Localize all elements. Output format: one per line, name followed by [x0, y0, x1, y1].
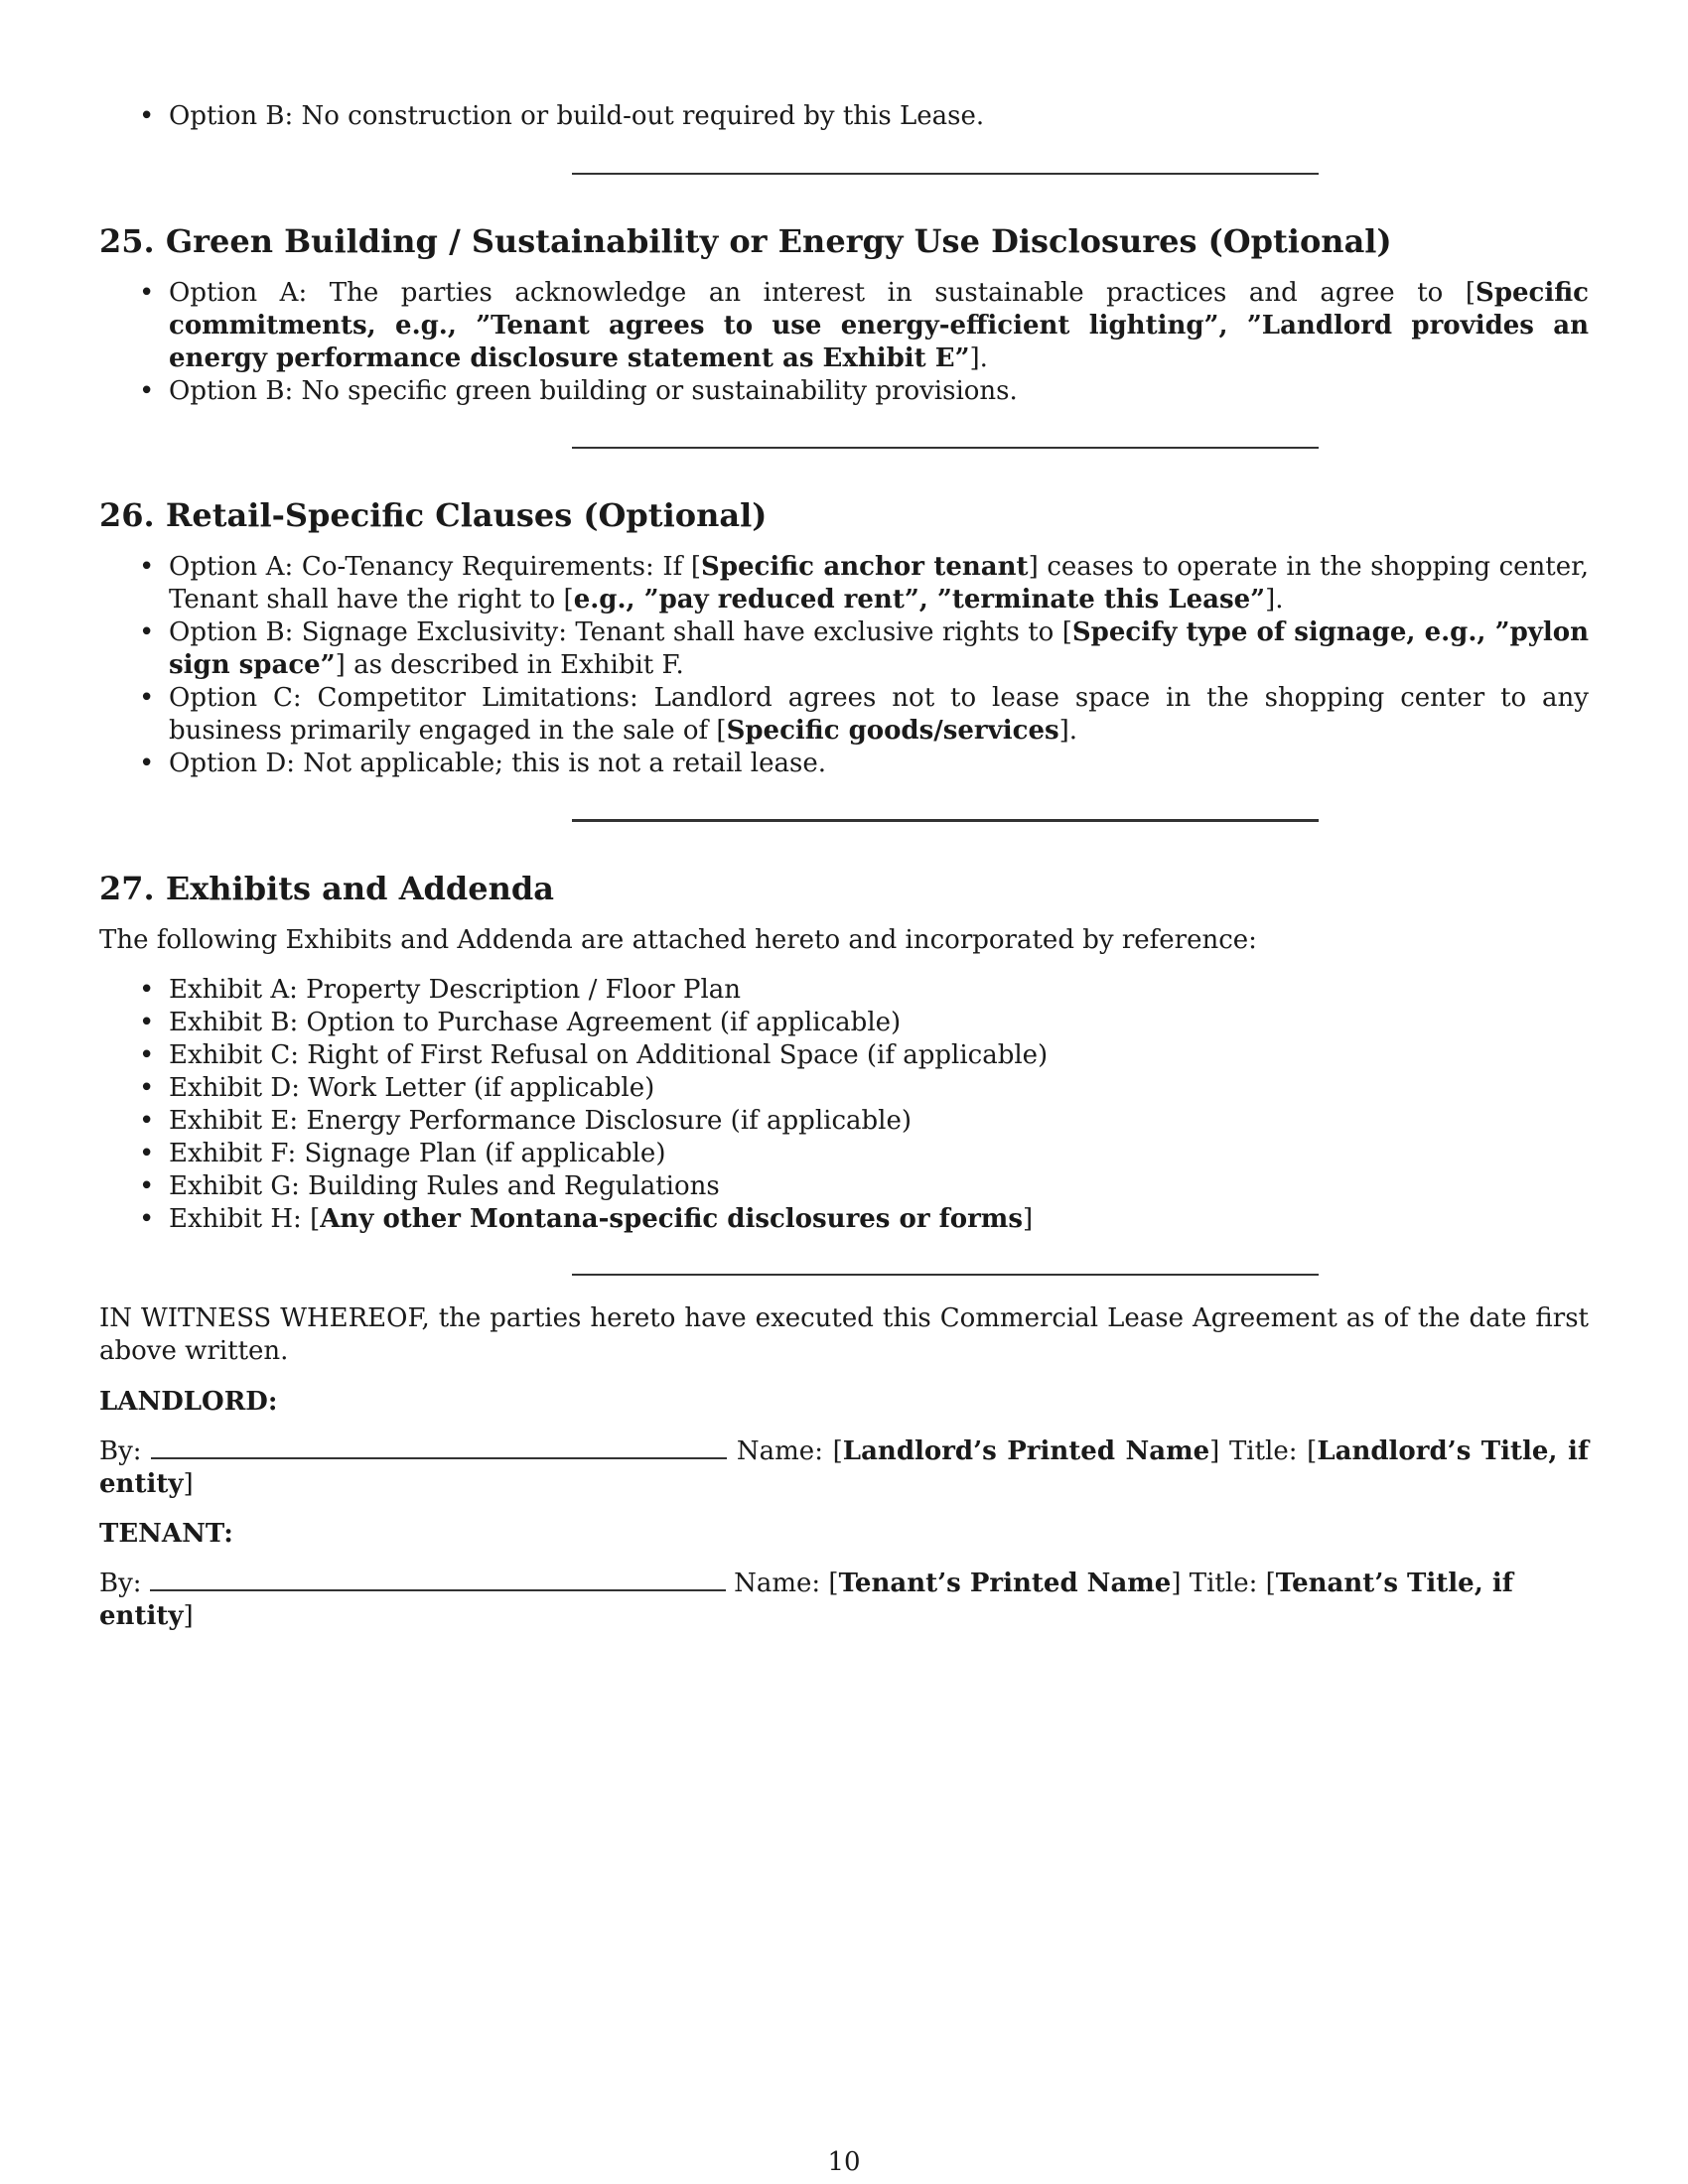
tenant-by-label: By: [99, 1569, 142, 1598]
anchor-tenant-placeholder: Specific anchor tenant [701, 552, 1029, 582]
landlord-label: LANDLORD: [99, 1387, 278, 1417]
tenant-name-label: Name: [ [734, 1569, 839, 1598]
section-divider [572, 819, 1319, 822]
landlord-signature-block [99, 1435, 1589, 1501]
exhibits-list [99, 974, 1589, 1236]
list-item [99, 375, 1589, 408]
section-26-heading: 26. Retail-Specific Clauses (Optional) [99, 496, 768, 534]
exhibit-item-text: Exhibit A: Property Description / Floor Plan [169, 975, 741, 1005]
option-a-close: ]. [969, 343, 988, 373]
option-b-text: Option B: No specific green building or sustainability provisions. [169, 376, 1018, 406]
list-item [99, 1105, 1589, 1138]
tenant-signature-block [99, 1568, 1589, 1633]
witness-clause: IN WITNESS WHEREOF, the parties hereto have executed this Commercial Lease Agreement as of the date first above written. [99, 1303, 1589, 1366]
section-26-options [99, 551, 1589, 780]
list-item [99, 551, 1589, 616]
list-item [99, 1007, 1589, 1039]
tenant-name-placeholder: Tenant’s Printed Name [838, 1569, 1172, 1598]
exhibit-h-label: Exhibit H: [ [169, 1204, 321, 1234]
landlord-name-label: Name: [ [736, 1436, 843, 1466]
option-a-text: Option A: The parties acknowledge an interest in sustainable practices and agree to [ [169, 278, 1477, 308]
option-b-close: ] as described in Exhibit F. [335, 650, 684, 680]
landlord-title-placeholder: Landlord’s Title, if entity [99, 1436, 1590, 1499]
previous-section-tail [99, 100, 1589, 133]
section-divider [572, 447, 1319, 449]
page-number: 10 [827, 2147, 861, 2177]
section-divider [572, 173, 1319, 175]
section-divider [572, 1274, 1319, 1276]
tenant-close: ] [183, 1601, 194, 1631]
option-d-text: Option D: Not applicable; this is not a retail lease. [169, 749, 826, 778]
list-item [99, 1170, 1589, 1203]
list-item [99, 1203, 1589, 1236]
exhibit-item-text: Exhibit C: Right of First Refusal on Additional Space (if applicable) [169, 1040, 1049, 1070]
exhibit-item-text: Exhibit F: Signage Plan (if applicable) [169, 1139, 666, 1168]
tenant-title-placeholder: Tenant’s Title, if entity [99, 1569, 1513, 1631]
option-c-text: Option C: Competitor Limitations: Landlord agrees not to lease space in the shopping center to any business primarily engaged in the sale of [ [169, 683, 1589, 746]
section-25-options [99, 277, 1589, 408]
list-item [99, 1039, 1589, 1072]
landlord-name-placeholder: Landlord’s Printed Name [842, 1436, 1210, 1466]
exhibit-item-text: Exhibit E: Energy Performance Disclosure (if applicable) [169, 1106, 912, 1136]
tenant-label: TENANT: [99, 1519, 233, 1549]
exhibits-intro: The following Exhibits and Addenda are attached hereto and incorporated by reference: [99, 925, 1257, 955]
option-a-text: Option A: Co-Tenancy Requirements: If [ [169, 552, 702, 582]
list-item [99, 748, 1589, 780]
option-a-placeholder: Specific commitments, e.g., ”Tenant agrees to use energy-efficient lighting”, ”Landlord provides an energy performance disclosure statement as Exhibit E” [169, 278, 1589, 373]
section-27-heading: 27. Exhibits and Addenda [99, 870, 554, 907]
exhibit-item-text: Exhibit G: Building Rules and Regulations [169, 1171, 720, 1201]
list-item [99, 682, 1589, 748]
option-a-close: ]. [1265, 585, 1284, 614]
list-item [99, 1072, 1589, 1105]
list-item-text: Option B: No construction or build-out required by this Lease. [169, 101, 985, 131]
landlord-close: ] [183, 1469, 194, 1499]
exhibit-list [99, 974, 1589, 1203]
option-c-close: ]. [1058, 716, 1078, 746]
exhibit-h-close: ] [1022, 1204, 1034, 1234]
landlord-title-label: ] Title: [ [1209, 1436, 1318, 1466]
exhibit-item-text: Exhibit D: Work Letter (if applicable) [169, 1073, 655, 1103]
option-a-mid: ] ceases to operate in the shopping center, Tenant shall have the right to [ [169, 552, 1589, 614]
list-item [99, 616, 1589, 682]
landlord-by-label: By: [99, 1436, 142, 1466]
list-item [99, 277, 1589, 375]
remedy-placeholder: e.g., ”pay reduced rent”, ”terminate this Lease” [573, 585, 1266, 614]
list-item [99, 1138, 1589, 1170]
list-item [99, 100, 1589, 133]
goods-placeholder: Specific goods/services [726, 716, 1059, 746]
exhibit-h-placeholder: Any other Montana-specific disclosures or forms [320, 1204, 1023, 1234]
tenant-title-label: ] Title: [ [1171, 1569, 1276, 1598]
section-25-heading: 25. Green Building / Sustainability or Energy Use Disclosures (Optional) [99, 222, 1392, 260]
option-b-text: Option B: Signage Exclusivity: Tenant shall have exclusive rights to [ [169, 617, 1072, 647]
list-item [99, 974, 1589, 1007]
exhibit-item-text: Exhibit B: Option to Purchase Agreement (if applicable) [169, 1008, 902, 1037]
signage-placeholder: Specify type of signage, e.g., ”pylon sign space” [169, 617, 1589, 680]
landlord-signature-line[interactable] [151, 1435, 727, 1459]
tenant-signature-line[interactable] [150, 1568, 726, 1591]
